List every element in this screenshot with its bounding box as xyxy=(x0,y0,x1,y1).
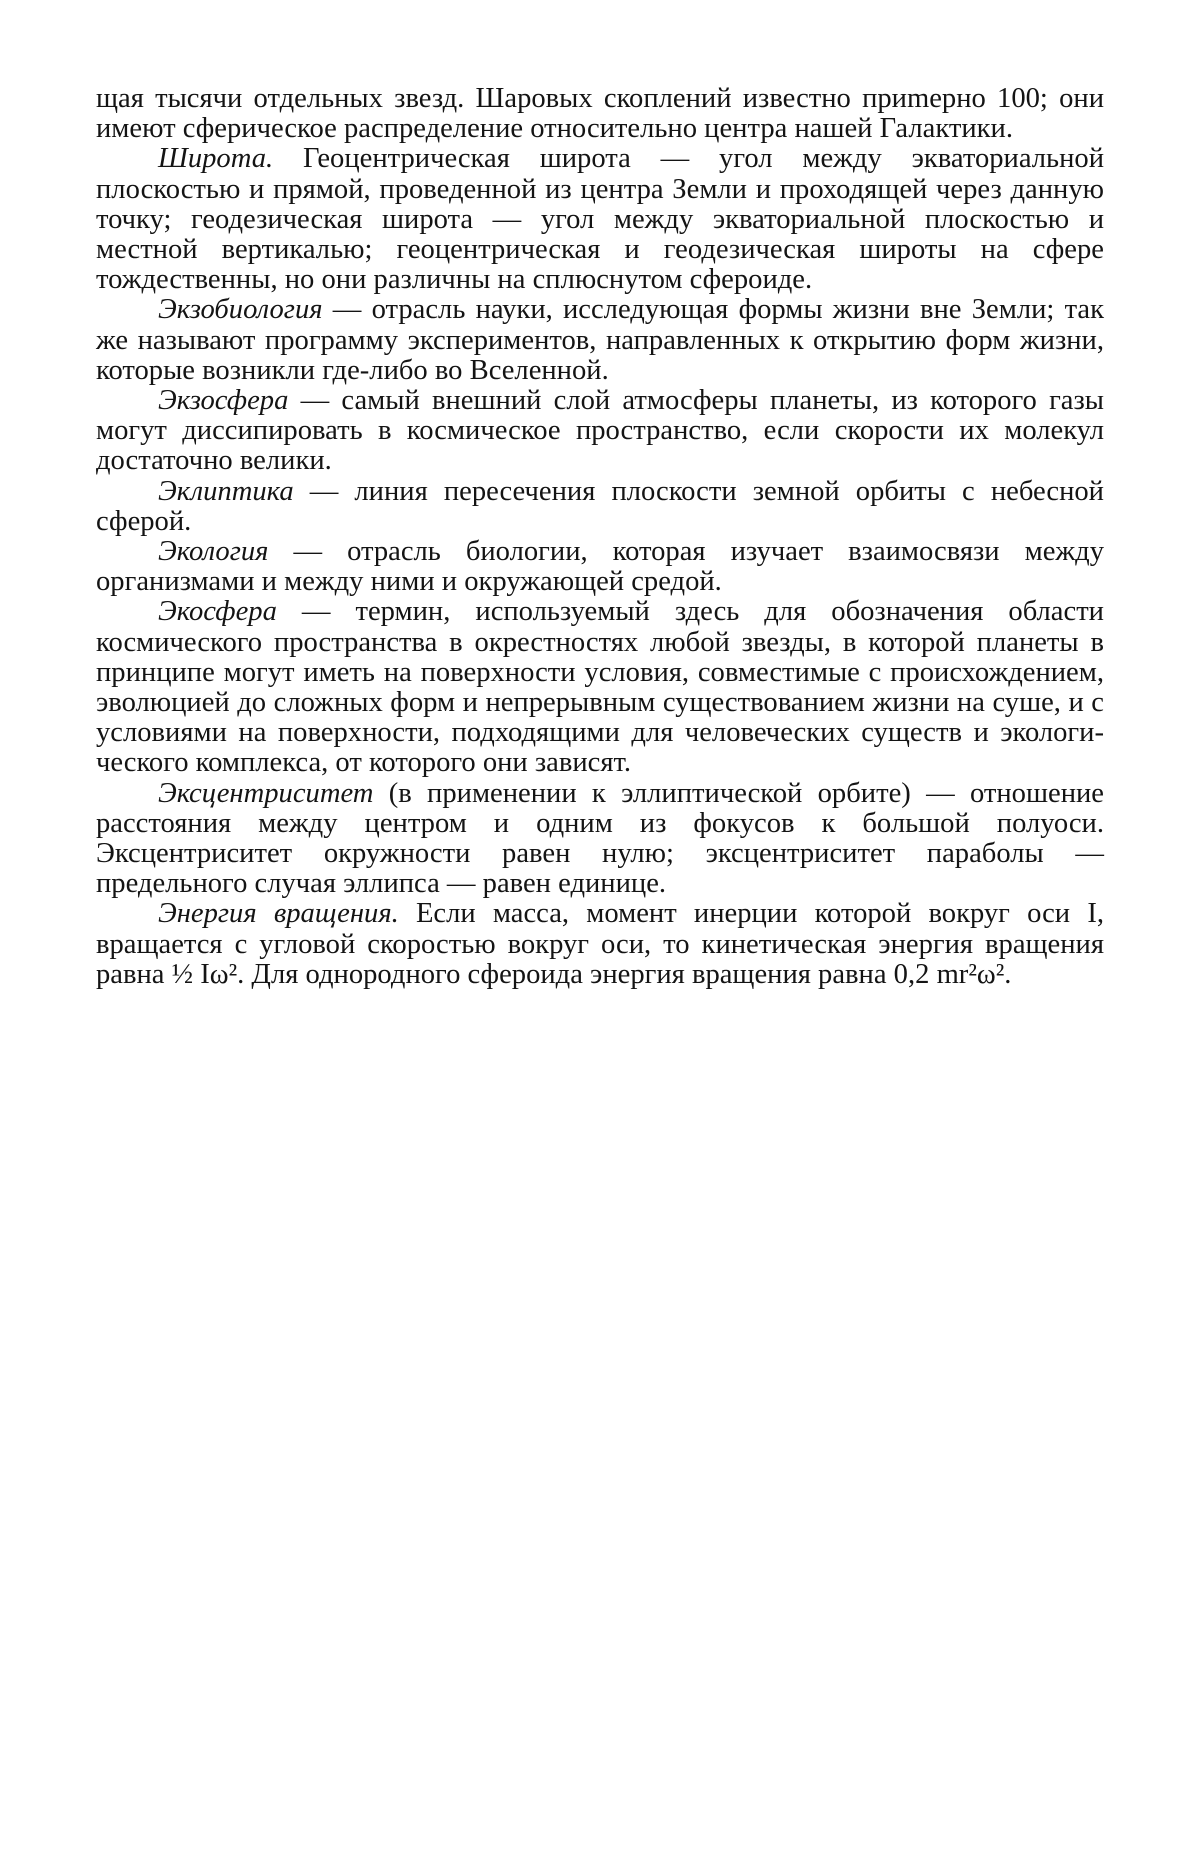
entry-term: Экология xyxy=(158,536,269,568)
page-text-block xyxy=(96,84,1104,990)
entry-rotational-energy xyxy=(96,899,1104,990)
entry-definition: (в применении к эллиптической орбите) — отношение расстояния между центром и одним из фокусов к большой полуоси. Эксцентриситет окружности равен нулю; эксцентриситет параболы — предельного случая эллипса — равен единице. xyxy=(96,777,1104,900)
entry-term: Энергия вращения. xyxy=(158,898,399,930)
entry-definition: — самый внешний слой атмосферы планеты, из которого газы могут диссипировать в космическое пространство, если скорости их молекул достаточно велики. xyxy=(96,385,1104,477)
paragraph-text: щая тысячи отдельных звезд. Шаровых скоплений известно приmерно 100; они имеют сферическое распределение относительно центра нашей Галактики. xyxy=(96,83,1104,145)
entry-term: Эклиптика xyxy=(158,475,294,507)
entry-term: Эксцентриситет xyxy=(158,777,374,809)
entry-exobiology xyxy=(96,295,1104,386)
entry-definition: — отрасль биологии, которая изучает взаимосвязи между организмами и между ними и окружающей средой. xyxy=(96,536,1104,598)
entry-term: Экосфера xyxy=(158,596,277,628)
entry-term: Широта. xyxy=(158,143,274,175)
entry-term: Экзобиология xyxy=(158,294,323,326)
entry-eccentricity xyxy=(96,779,1104,900)
entry-ecosphere xyxy=(96,597,1104,778)
entry-definition: Если масса, момент инерции которой вокруг оси I, вращается с угловой скоростью вокруг оси, то кинетическая энергия вращения равна ½ Iω². Для однородного сфероида энергия вращения равна 0,2 mr²ω². xyxy=(96,898,1104,990)
entry-definition: — линия пересечения плоскости земной орбиты с небесной сферой. xyxy=(96,475,1104,537)
entry-ecliptic xyxy=(96,477,1104,537)
entry-ecology xyxy=(96,537,1104,597)
entry-definition: — термин, используемый здесь для обозначения области космического пространства в окрестностях любой звезды, в которой планеты в принципе могут иметь на поверхности условия, совместимые с происхождением, эволюцией до сложных форм и непрерывным существованием жизни на суше, и с условиями на поверхности, подходящими для человеческих существ и экологического комплекса, от которого они зависят. xyxy=(96,596,1104,779)
entry-term: Экзосфера xyxy=(158,385,289,417)
entry-definition: — отрасль науки, исследующая формы жизни вне Земли; так же называют программу экспериментов, направленных к открытию форм жизни, которые возникли где-либо во Вселенной. xyxy=(96,294,1104,386)
entry-exosphere xyxy=(96,386,1104,477)
entry-definition: Геоцентрическая широта — угол между экваториальной плоскостью и прямой, проведенной из центра Земли и проходящей через данную точку; геодезическая широта — угол между экваториальной плоскостью и местной вертикалью; геоцентрическая и геодезическая широты на сфере тождественны, но они различны на сплюснутом сфероиде. xyxy=(96,143,1104,296)
entry-latitude xyxy=(96,144,1104,295)
paragraph-continuation xyxy=(96,84,1104,144)
